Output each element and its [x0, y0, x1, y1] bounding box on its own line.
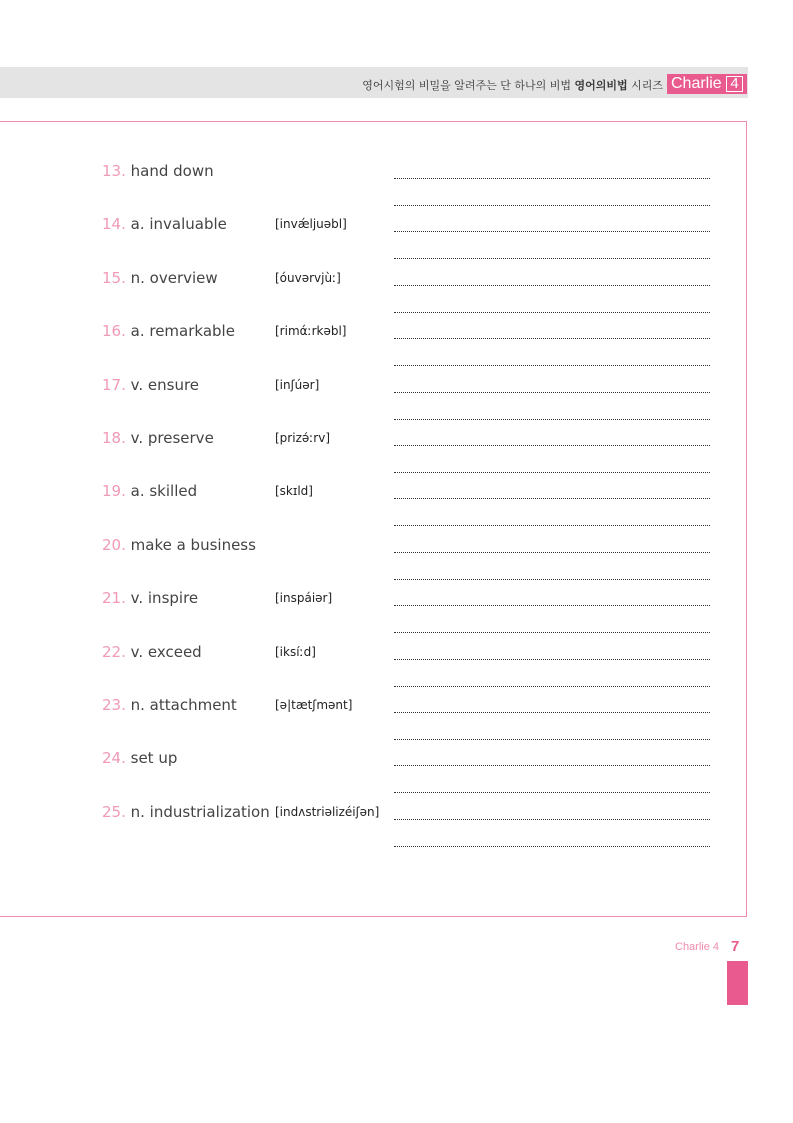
vocab-number: 21. [102, 589, 126, 608]
vocab-word: n. overview [130, 268, 218, 287]
vocab-row [0, 215, 793, 268]
header-tagline [362, 77, 663, 93]
vocab-row [0, 162, 793, 215]
page-number: 7 [731, 938, 740, 955]
answer-line[interactable] [394, 819, 710, 820]
vocab-pronunciation: [rimάːrkəbl] [275, 324, 347, 339]
vocab-row [0, 429, 793, 482]
answer-line[interactable] [394, 365, 710, 366]
vocab-pronunciation: [invǽljuəbl] [275, 217, 347, 232]
vocab-term [102, 643, 202, 661]
answer-line[interactable] [394, 525, 710, 526]
vocab-word: v. ensure [130, 375, 200, 394]
vocab-number: 13. [102, 162, 126, 180]
header-tagline-suffix: 시리즈 [627, 79, 663, 92]
vocab-word: a. remarkable [130, 322, 235, 341]
answer-line[interactable] [394, 579, 710, 580]
vocab-number: 22. [102, 642, 126, 661]
vocab-number: 14. [102, 215, 126, 234]
answer-line[interactable] [394, 445, 710, 446]
vocab-word: v. inspire [130, 589, 199, 608]
series-number: 4 [726, 76, 743, 92]
answer-line[interactable] [394, 739, 710, 740]
answer-line[interactable] [394, 285, 710, 286]
vocab-word: n. industrialization [130, 802, 270, 821]
answer-line[interactable] [394, 712, 710, 713]
answer-line[interactable] [394, 686, 710, 687]
vocab-word: set up [130, 749, 178, 768]
answer-line[interactable] [394, 765, 710, 766]
vocab-pronunciation: [inspáiər] [275, 591, 333, 606]
vocab-pronunciation: [prizə́ːrv] [275, 431, 331, 445]
answer-line[interactable] [394, 338, 710, 339]
vocab-row [0, 589, 793, 642]
vocab-term [102, 749, 177, 767]
vocab-number: 24. [102, 749, 126, 768]
vocab-term [102, 376, 199, 394]
answer-line[interactable] [394, 605, 710, 606]
vocab-row [0, 322, 793, 375]
vocab-row [0, 482, 793, 535]
vocab-term [102, 162, 214, 180]
vocab-number: 17. [102, 375, 126, 394]
header-tagline-plain: 영어시험의 비밀을 알려주는 단 하나의 비법 [362, 79, 575, 92]
vocab-number: 16. [102, 322, 126, 341]
vocab-row [0, 643, 793, 696]
answer-line[interactable] [394, 792, 710, 793]
vocab-pronunciation: [iksíːd] [275, 644, 316, 659]
answer-line[interactable] [394, 258, 710, 259]
vocab-row [0, 803, 793, 856]
vocab-term [102, 429, 214, 447]
vocab-term [102, 696, 237, 714]
vocab-row [0, 269, 793, 322]
vocab-word: make a business [130, 535, 256, 554]
answer-line[interactable] [394, 846, 710, 847]
vocab-number: 19. [102, 482, 126, 501]
vocab-pronunciation: [skɪld] [275, 484, 313, 499]
vocab-number: 15. [102, 268, 126, 287]
answer-line[interactable] [394, 419, 710, 420]
vocab-row [0, 376, 793, 429]
answer-line[interactable] [394, 632, 710, 633]
vocab-number: 20. [102, 535, 126, 554]
vocab-term [102, 482, 197, 500]
answer-line[interactable] [394, 552, 710, 553]
answer-line[interactable] [394, 498, 710, 499]
vocab-word: v. preserve [130, 429, 214, 447]
vocab-number: 25. [102, 802, 126, 821]
series-name: Charlie [671, 75, 722, 92]
vocab-term [102, 215, 227, 233]
vocab-term [102, 322, 235, 340]
vocab-pronunciation: [ə|tætʃmənt] [275, 698, 353, 712]
vocab-pronunciation: [indʌstriəlizéiʃən] [275, 804, 380, 819]
vocab-pronunciation: [inʃúər] [275, 377, 320, 392]
answer-line[interactable] [394, 312, 710, 313]
header-tagline-bold: 영어의비법 [574, 79, 628, 92]
vocab-term [102, 803, 270, 821]
page-tab-marker [727, 961, 748, 1005]
vocab-row [0, 749, 793, 802]
vocab-word: a. invaluable [130, 215, 227, 234]
vocab-row [0, 536, 793, 589]
vocab-word: n. attachment [130, 696, 237, 714]
answer-line[interactable] [394, 392, 710, 393]
vocab-word: a. skilled [130, 482, 198, 501]
answer-line[interactable] [394, 231, 710, 232]
series-badge [667, 74, 747, 94]
vocab-pronunciation: [óuvərvjùː] [275, 270, 341, 285]
answer-line[interactable] [394, 205, 710, 206]
vocab-term [102, 589, 198, 607]
vocab-row [0, 696, 793, 749]
vocab-number: 18. [102, 429, 126, 447]
answer-line[interactable] [394, 178, 710, 179]
vocab-word: v. exceed [130, 642, 202, 661]
vocab-term [102, 536, 256, 554]
answer-line[interactable] [394, 472, 710, 473]
answer-line[interactable] [394, 659, 710, 660]
vocab-term [102, 269, 218, 287]
vocab-word: hand down [130, 162, 214, 180]
vocab-number: 23. [102, 696, 126, 714]
footer-label: Charlie 4 [675, 941, 720, 953]
